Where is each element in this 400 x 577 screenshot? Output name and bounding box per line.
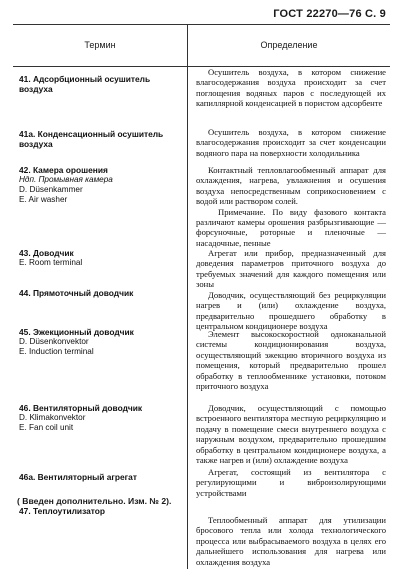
page-header: ГОСТ 22270—76 С. 9 bbox=[273, 8, 386, 20]
term-line: 47. Теплоутилизатор bbox=[19, 506, 106, 516]
term-line: 44. Прямоточный доводчик bbox=[19, 288, 134, 298]
term-english: E. Fan coil unit bbox=[19, 423, 74, 432]
definition-42 bbox=[196, 165, 386, 248]
definition-paragraph: Доводчик, осуществляющий с помощью встроенного вентилятора местную рециркуляцию и подачу в помещение смеси внутреннего воздуха с наружным воздухом, предварительно прошедшим обработку в центральном кондиционере воздуха, а также нагрев и (или) охлаждение воздуха bbox=[196, 403, 386, 466]
term-line: 41а. Конденсационный осушитель bbox=[19, 129, 164, 139]
term-english: E. Induction terminal bbox=[19, 347, 94, 356]
term-line: 42. Камера орошения bbox=[19, 165, 108, 175]
definition-paragraph: Осушитель воздуха, в котором снижение влагосодержания воздуха происходит за счет поглощения водяных паров с последующей их капиллярной конденсацией в пористом адсорбенте bbox=[196, 67, 386, 109]
definition-paragraph: Агрегат, состоящий из вентилятора с регулирующими и виброизолирующими устройствами bbox=[196, 467, 386, 498]
term-line: воздуха bbox=[19, 84, 53, 94]
definition-43 bbox=[196, 248, 386, 290]
definition-41a bbox=[196, 127, 386, 158]
definition-paragraph: Агрегат или прибор, предназначенный для доведения параметров приточного воздуха до требуемых значений для каждого помещения или зоны bbox=[196, 248, 386, 290]
term-german: D. Klimakonvektor bbox=[19, 413, 86, 422]
term-line: воздуха bbox=[19, 139, 53, 149]
term-44 bbox=[19, 288, 183, 298]
terms-table bbox=[13, 24, 390, 569]
definition-47 bbox=[196, 515, 386, 567]
term-41 bbox=[19, 74, 183, 94]
term-german: D. Düsenkonvektor bbox=[19, 337, 89, 346]
definition-44 bbox=[196, 290, 386, 332]
term-german: D. Düsenkammer bbox=[19, 185, 83, 194]
table-column-divider bbox=[187, 24, 188, 569]
term-47 bbox=[19, 506, 183, 516]
definition-46a bbox=[196, 467, 386, 498]
term-line: 41. Адсорбционный осушитель bbox=[19, 74, 151, 84]
column-header-definition: Определение bbox=[260, 40, 318, 50]
term-41a bbox=[19, 129, 183, 149]
term-43 bbox=[19, 248, 183, 268]
column-header-term: Термин bbox=[84, 40, 116, 50]
definition-46 bbox=[196, 403, 386, 465]
term-line: 46. Вентиляторный доводчик bbox=[19, 403, 143, 413]
term-line: 43. Доводчик bbox=[19, 248, 74, 258]
definition-paragraph: Осушитель воздуха, в котором снижение влагосодержания происходит за счет конденсации водяного пара на поверхности холодильника bbox=[196, 127, 386, 158]
term-45 bbox=[19, 327, 183, 357]
term-46a bbox=[19, 472, 183, 482]
term-english: E. Room terminal bbox=[19, 258, 83, 267]
term-line: 46а. Вентиляторный агрегат bbox=[19, 472, 137, 482]
term-42 bbox=[19, 165, 183, 205]
definition-note: Примечание. По виду фазового контакта различают камеры орошения разбрызгивающие — форсуночные, роторные и пленочные — насадочные, пенные bbox=[196, 206, 386, 248]
definition-paragraph: Доводчик, осуществляющий без рециркуляции нагрев и (или) охлаждение воздуха, предварительно прошедшего обработку в центральном кондиционере воздуха bbox=[196, 290, 386, 332]
table-top-border bbox=[13, 24, 390, 25]
term-english: E. Air washer bbox=[19, 195, 68, 204]
term-nonpreferred: Ндп. Промывная камера bbox=[19, 175, 113, 184]
term-line: 45. Эжекционный доводчик bbox=[19, 327, 134, 337]
definition-45 bbox=[196, 329, 386, 391]
definition-paragraph: Элемент высокоскоростной одноканальной системы кондиционирования воздуха, осуществляющий эжекцию вторичного воздуха из помещения, который предварительно прошел обработку в теплообменнике установки, потоком приточного воздуха bbox=[196, 329, 386, 392]
amendment-note: ( Введен дополнительно. Изм. № 2). bbox=[17, 496, 172, 506]
term-46 bbox=[19, 403, 183, 433]
definition-41 bbox=[196, 67, 386, 109]
definition-paragraph: Теплообменный аппарат для утилизации бросового тепла или холода технологического процесса или выбрасываемого воздуха в целях его дальнейшего использования для нагрева или охлаждения воздуха bbox=[196, 515, 386, 567]
definition-paragraph: Контактный тепловлагообменный аппарат для охлаждения, нагрева, увлажнения и осушения воздуха непосредственным соприкосновением с водой или раствором солей. bbox=[196, 165, 386, 207]
